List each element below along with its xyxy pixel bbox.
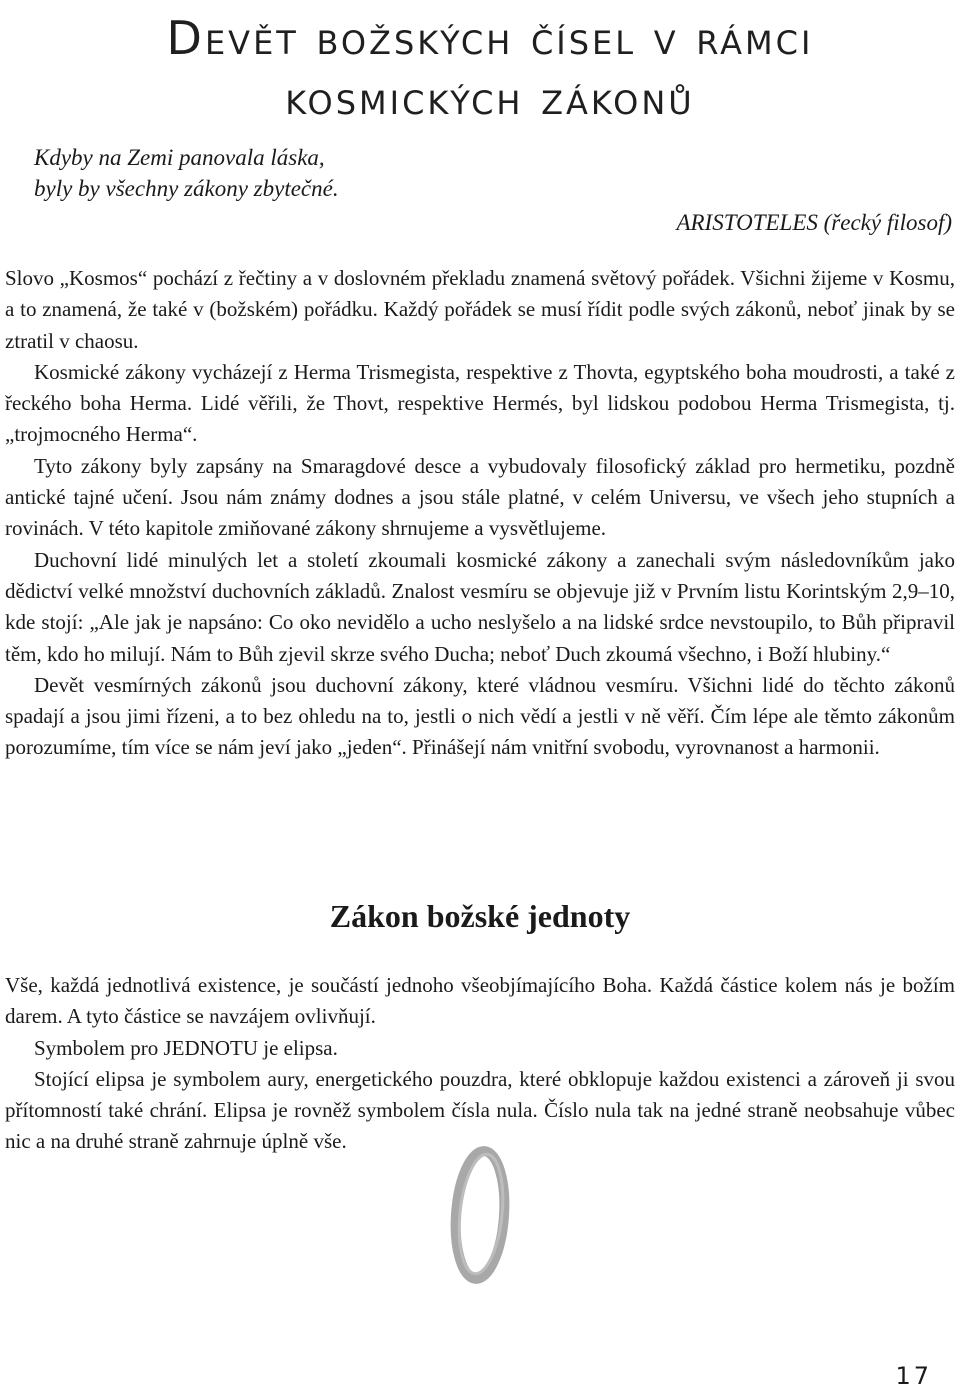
intro-text <box>5 263 955 764</box>
intro-paragraph: Duchovní lidé minulých let a století zkoumali kosmické zákony a zanechali svým následovníkům jako dědictví velké množství duchovních základů. Znalost vesmíru se objevuje již v Prvním listu Korintským 2,9–10, kde stojí: „Ale jak je napsáno: Co oko nevidělo a ucho neslyšelo a na lidské srdce nevstoupilo, to Bůh připravil těm, kdo ho milují. Nám to Bůh zjevil skrze svého Ducha; neboť Duch zkoumá všechno, i Boží hlubiny.“ <box>5 547 955 666</box>
intro-paragraph: Tyto zákony byly zapsány na Smaragdové desce a vybudovaly filosofický základ pro hermetiku, pozdně antické tajné učení. Jsou nám známy dodnes a jsou stále platné, v celém Universu, ve všech jeho stupních a rovinách. V této kapitole zmiňované zákony shrnujeme a vysvětlujeme. <box>5 453 955 541</box>
intro-paragraph: Kosmické zákony vycházejí z Herma Trismegista, respektive z Thovta, egyptského boha moudrosti, a také z řeckého boha Herma. Lidé věřili, že Thovt, respektive Hermés, byl lidskou podobou Herma Trismegista, tj. „trojmocného Herma“. <box>5 359 955 447</box>
section-heading: Zákon božské jednoty <box>329 898 631 934</box>
section-paragraph: Symbolem pro JEDNOTU je elipsa. <box>34 1035 338 1060</box>
intro-paragraph: Slovo „Kosmos“ pochází z řečtiny a v doslovném překladu znamená světový pořádek. Všichni žijeme v Kosmu, a to znamená, že také v (božském) pořádku. Každý pořádek se musí řídit podle svých zákonů, neboť jinak by se ztratil v chaosu. <box>5 266 955 353</box>
epigraph <box>34 142 339 204</box>
chapter-title <box>60 8 920 128</box>
chapter-title-line-1: Devět božských čísel v rámci <box>166 11 814 65</box>
section-paragraph: Stojící elipsa je symbolem aury, energetického pouzdra, které obklopuje každou existenci a zároveň ji svou přítomností také chrání. Elipsa je rovněž symbolem čísla nula. Číslo nula tak na jedné straně neobsahuje vůbec nic a na druhé straně zahrnuje úplně vše. <box>5 1066 955 1154</box>
epigraph-line-1: Kdyby na Zemi panovala láska, <box>34 145 325 170</box>
section-text <box>5 970 955 1158</box>
epigraph-line-2: byly by všechny zákony zbytečné. <box>34 176 339 201</box>
chapter-title-line-2: kosmických zákonů <box>285 71 695 125</box>
section-paragraph: Vše, každá jednotlivá existence, je součástí jednoho všeobjímajícího Boha. Každá částice kolem nás je božím darem. A tyto částice se navzájem ovlivňují. <box>5 973 955 1029</box>
ellipse-zero-icon <box>440 1140 520 1295</box>
page-number: 17 <box>895 1362 932 1390</box>
intro-paragraph: Devět vesmírných zákonů jsou duchovní zákony, které vládnou vesmíru. Všichni lidé do těchto zákonů spadají a jsou jimi řízeni, a to bez ohledu na to, jestli o nich vědí a jestli v ně věří. Čím lépe ale těmto zákonům porozumíme, tím více se nám jeví jako „jeden“. Přinášejí nám vnitřní svobodu, vyrovnanost a harmonii. <box>5 672 955 760</box>
epigraph-attribution: ARISTOTELES (řecký filosof) <box>676 210 952 235</box>
